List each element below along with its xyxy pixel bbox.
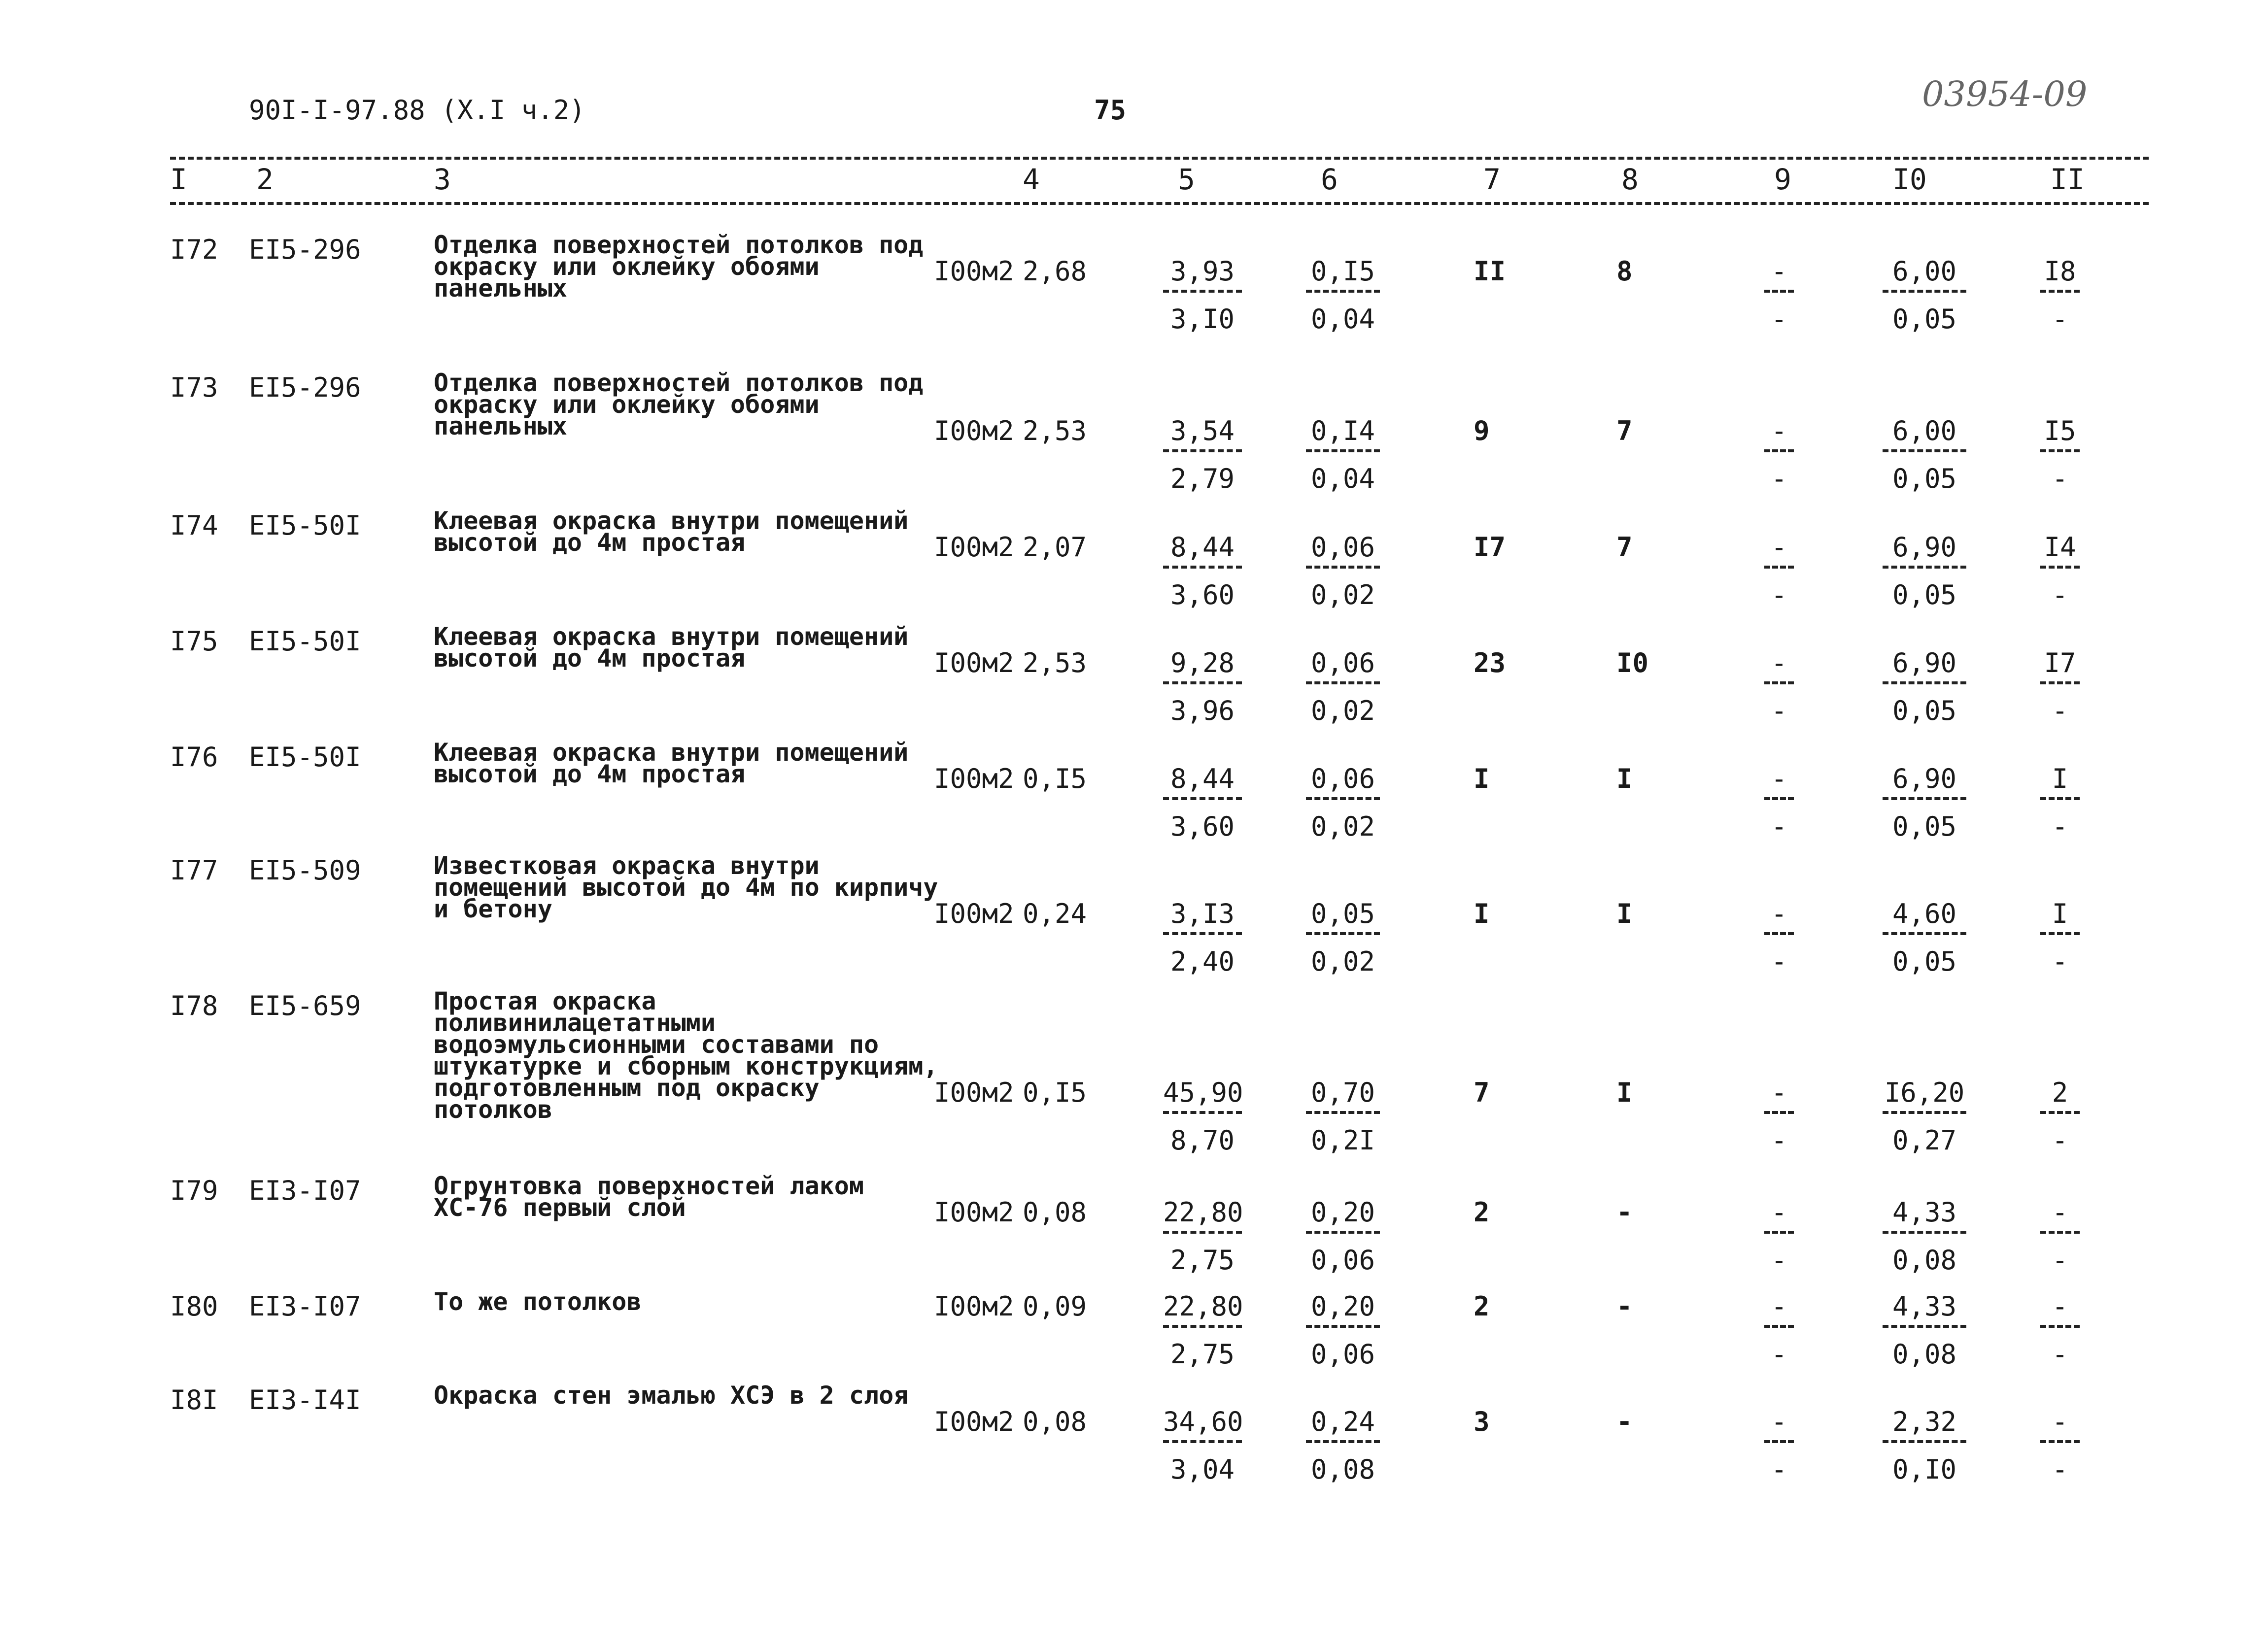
col9-value: [1764, 415, 1794, 494]
col5-value: [1163, 1406, 1242, 1485]
col11-value: [2040, 1406, 2080, 1485]
col11-value-denominator: -: [2052, 811, 2068, 842]
col7-value: 23: [1474, 647, 1506, 678]
col7-value: I: [1474, 898, 1490, 929]
col6-value-numerator: 0,06: [1306, 647, 1380, 684]
col11-value: [2040, 415, 2080, 494]
col11-value-numerator: I: [2040, 898, 2080, 935]
quantity: 2,68: [1023, 256, 1087, 287]
col8-value: -: [1616, 1197, 1633, 1228]
col5-value-denominator: 3,96: [1170, 695, 1235, 726]
rate-code: EI3-I4I: [249, 1384, 361, 1416]
column-header-11: II: [2050, 163, 2085, 196]
col5-value: [1163, 1197, 1242, 1276]
row-number: I75: [170, 626, 218, 657]
col9-value-numerator: -: [1764, 1197, 1794, 1234]
work-description: То же потолков: [434, 1287, 642, 1316]
rate-code: EI3-I07: [249, 1291, 361, 1322]
col10-value-numerator: 6,90: [1883, 763, 1966, 800]
col6-value-denominator: 0,02: [1310, 695, 1375, 726]
work-description: Клеевая окраска внутри помещений высотой до 4м простая: [434, 506, 909, 557]
col10-value-numerator: 4,60: [1883, 898, 1966, 935]
col10-value-numerator: I6,20: [1883, 1077, 1966, 1114]
col11-value-numerator: I5: [2040, 415, 2080, 452]
row-number: I76: [170, 742, 218, 773]
unit: I00м2: [934, 763, 1014, 794]
col5-value-numerator: 3,54: [1163, 415, 1242, 452]
unit: I00м2: [934, 647, 1014, 678]
col8-value: -: [1616, 1291, 1633, 1322]
col9-value-numerator: -: [1764, 898, 1794, 935]
quantity: 2,53: [1023, 415, 1087, 446]
col6-value: [1306, 1291, 1380, 1370]
rate-code: EI5-50I: [249, 510, 361, 541]
col5-value: [1163, 532, 1242, 610]
col8-value: 8: [1616, 256, 1633, 287]
column-header-5: 5: [1178, 163, 1195, 196]
col10-value-numerator: 4,33: [1883, 1291, 1966, 1328]
column-header-4: 4: [1023, 163, 1040, 196]
quantity: 0,08: [1023, 1406, 1087, 1437]
col11-value: [2040, 1077, 2080, 1156]
work-description: Простая окраска поливинилацетатными водоэмульсионными составами по штукатурке и сборным конструкциям, подготовленным под окраску потолков: [434, 987, 938, 1124]
col9-value-denominator: -: [1771, 579, 1787, 610]
col10-value-numerator: 4,33: [1883, 1197, 1966, 1234]
col5-value: [1163, 1077, 1242, 1156]
unit: I00м2: [934, 1077, 1014, 1108]
col6-value-numerator: 0,24: [1306, 1406, 1380, 1443]
col9-value: [1764, 256, 1794, 335]
col10-value-numerator: 6,00: [1883, 256, 1966, 293]
col6-value: [1306, 647, 1380, 726]
col11-value-numerator: I7: [2040, 647, 2080, 684]
col8-value: -: [1616, 1406, 1633, 1437]
col5-value-denominator: 8,70: [1170, 1125, 1235, 1156]
unit: I00м2: [934, 1197, 1014, 1228]
quantity: 0,I5: [1023, 1077, 1087, 1108]
col9-value-denominator: -: [1771, 1125, 1787, 1156]
col9-value-denominator: -: [1771, 463, 1787, 494]
col11-value-denominator: -: [2052, 1454, 2068, 1485]
col9-value-denominator: -: [1771, 946, 1787, 977]
column-header-8: 8: [1621, 163, 1639, 196]
col10-value-denominator: 0,I0: [1892, 1454, 1957, 1485]
col11-value: [2040, 898, 2080, 977]
col10-value: [1883, 415, 1966, 494]
col9-value: [1764, 1291, 1794, 1370]
unit: I00м2: [934, 256, 1014, 287]
col5-value: [1163, 415, 1242, 494]
col5-value: [1163, 763, 1242, 842]
rate-code: EI5-50I: [249, 626, 361, 657]
col10-value-denominator: 0,05: [1892, 463, 1957, 494]
row-number: I77: [170, 855, 218, 886]
col5-value: [1163, 1291, 1242, 1370]
col10-value: [1883, 1406, 1966, 1485]
quantity: 0,24: [1023, 898, 1087, 929]
row-number: I74: [170, 510, 218, 541]
col11-value: [2040, 256, 2080, 335]
col9-value-denominator: -: [1771, 811, 1787, 842]
col5-value-denominator: 3,60: [1170, 811, 1235, 842]
work-description: Известковая окраска внутри помещений высотой до 4м по кирпичу и бетону: [434, 851, 938, 923]
col8-value: 7: [1616, 532, 1633, 563]
col10-value-denominator: 0,08: [1892, 1339, 1957, 1370]
col10-value-numerator: 6,00: [1883, 415, 1966, 452]
col5-value: [1163, 647, 1242, 726]
work-description: Клеевая окраска внутри помещений высотой до 4м простая: [434, 622, 909, 673]
col9-value-denominator: -: [1771, 1454, 1787, 1485]
col6-value-denominator: 0,06: [1310, 1339, 1375, 1370]
row-number: I79: [170, 1175, 218, 1206]
col7-value: I: [1474, 763, 1490, 794]
rate-code: EI5-50I: [249, 742, 361, 773]
col10-value: [1883, 763, 1966, 842]
work-description: Клеевая окраска внутри помещений высотой до 4м простая: [434, 738, 909, 788]
col11-value: [2040, 532, 2080, 610]
col8-value: I0: [1616, 647, 1649, 678]
col6-value-denominator: 0,06: [1310, 1245, 1375, 1276]
col7-value: 2: [1474, 1291, 1490, 1322]
col10-value: [1883, 898, 1966, 977]
col5-value-numerator: 8,44: [1163, 532, 1242, 569]
row-number: I73: [170, 372, 218, 403]
col11-value: [2040, 763, 2080, 842]
col5-value-denominator: 3,I0: [1170, 303, 1235, 335]
col5-value-denominator: 3,04: [1170, 1454, 1235, 1485]
col10-value-denominator: 0,27: [1892, 1125, 1957, 1156]
col8-value: I: [1616, 763, 1633, 794]
column-header-10: I0: [1892, 163, 1927, 196]
col5-value-numerator: 22,80: [1163, 1291, 1242, 1328]
col6-value-denominator: 0,02: [1310, 946, 1375, 977]
col9-value: [1764, 763, 1794, 842]
col6-value: [1306, 763, 1380, 842]
row-number: I8I: [170, 1384, 218, 1416]
col10-value-denominator: 0,05: [1892, 695, 1957, 726]
col11-value-denominator: -: [2052, 1245, 2068, 1276]
col9-value-numerator: -: [1764, 647, 1794, 684]
col6-value-denominator: 0,08: [1310, 1454, 1375, 1485]
col9-value-numerator: -: [1764, 256, 1794, 293]
col6-value: [1306, 532, 1380, 610]
col8-value: 7: [1616, 415, 1633, 446]
col9-value: [1764, 1406, 1794, 1485]
col10-value-denominator: 0,08: [1892, 1245, 1957, 1276]
col7-value: II: [1474, 256, 1506, 287]
col7-value: 3: [1474, 1406, 1490, 1437]
col11-value-numerator: -: [2040, 1197, 2080, 1234]
col8-value: I: [1616, 1077, 1633, 1108]
col8-value: I: [1616, 898, 1633, 929]
col10-value-denominator: 0,05: [1892, 579, 1957, 610]
rate-code: EI3-I07: [249, 1175, 361, 1206]
col11-value-numerator: I4: [2040, 532, 2080, 569]
unit: I00м2: [934, 415, 1014, 446]
row-number: I78: [170, 990, 218, 1021]
rate-code: EI5-509: [249, 855, 361, 886]
col6-value-numerator: 0,05: [1306, 898, 1380, 935]
col5-value-numerator: 3,93: [1163, 256, 1242, 293]
col11-value-denominator: -: [2052, 579, 2068, 610]
col10-value-numerator: 6,90: [1883, 532, 1966, 569]
col7-value: 9: [1474, 415, 1490, 446]
col6-value-denominator: 0,2I: [1310, 1125, 1375, 1156]
col7-value: 7: [1474, 1077, 1490, 1108]
col10-value-denominator: 0,05: [1892, 811, 1957, 842]
col11-value-denominator: -: [2052, 303, 2068, 335]
col6-value: [1306, 1197, 1380, 1276]
col6-value-numerator: 0,I5: [1306, 256, 1380, 293]
column-header-9: 9: [1774, 163, 1791, 196]
document-code: 90I-I-97.88 (X.I ч.2): [249, 95, 585, 126]
col9-value: [1764, 898, 1794, 977]
header-rule-top: [170, 157, 2149, 160]
quantity: 0,I5: [1023, 763, 1087, 794]
unit: I00м2: [934, 532, 1014, 563]
col10-value-denominator: 0,05: [1892, 946, 1957, 977]
col6-value-numerator: 0,06: [1306, 532, 1380, 569]
col11-value-denominator: -: [2052, 1125, 2068, 1156]
column-header-1: I: [170, 163, 187, 196]
col9-value-denominator: -: [1771, 303, 1787, 335]
col6-value-denominator: 0,04: [1310, 303, 1375, 335]
col11-value-denominator: -: [2052, 1339, 2068, 1370]
col6-value-denominator: 0,04: [1310, 463, 1375, 494]
col6-value-numerator: 0,70: [1306, 1077, 1380, 1114]
col10-value: [1883, 532, 1966, 610]
col11-value-numerator: 2: [2040, 1077, 2080, 1114]
work-description: Окраска стен эмалью ХСЭ в 2 слоя: [434, 1381, 909, 1410]
col11-value-numerator: I: [2040, 763, 2080, 800]
col6-value-denominator: 0,02: [1310, 579, 1375, 610]
col11-value-denominator: -: [2052, 463, 2068, 494]
col10-value: [1883, 1291, 1966, 1370]
col5-value: [1163, 898, 1242, 977]
quantity: 0,08: [1023, 1197, 1087, 1228]
col11-value-numerator: -: [2040, 1291, 2080, 1328]
col5-value-denominator: 2,75: [1170, 1245, 1235, 1276]
col9-value-numerator: -: [1764, 415, 1794, 452]
col9-value-denominator: -: [1771, 1245, 1787, 1276]
col6-value-numerator: 0,I4: [1306, 415, 1380, 452]
column-header-7: 7: [1483, 163, 1501, 196]
col6-value-denominator: 0,02: [1310, 811, 1375, 842]
row-number: I80: [170, 1291, 218, 1322]
col11-value: [2040, 1197, 2080, 1276]
col10-value-numerator: 6,90: [1883, 647, 1966, 684]
col5-value-numerator: 8,44: [1163, 763, 1242, 800]
col5-value-numerator: 22,80: [1163, 1197, 1242, 1234]
col6-value: [1306, 1406, 1380, 1485]
col6-value-numerator: 0,06: [1306, 763, 1380, 800]
col5-value-denominator: 2,40: [1170, 946, 1235, 977]
col5-value-numerator: 9,28: [1163, 647, 1242, 684]
col5-value-numerator: 34,60: [1163, 1406, 1242, 1443]
work-description: Отделка поверхностей потолков под окраску или оклейку обоями панельных: [434, 231, 924, 303]
quantity: 2,53: [1023, 647, 1087, 678]
col10-value-numerator: 2,32: [1883, 1406, 1966, 1443]
col9-value: [1764, 1197, 1794, 1276]
unit: I00м2: [934, 898, 1014, 929]
col9-value-numerator: -: [1764, 763, 1794, 800]
work-description: Огрунтовка поверхностей лаком ХС-76 первый слой: [434, 1172, 864, 1222]
col5-value-numerator: 3,I3: [1163, 898, 1242, 935]
col9-value: [1764, 532, 1794, 610]
col10-value: [1883, 1197, 1966, 1276]
col10-value: [1883, 647, 1966, 726]
col7-value: 2: [1474, 1197, 1490, 1228]
work-description: Отделка поверхностей потолков под окраску или оклейку обоями панельных: [434, 369, 924, 440]
col9-value-denominator: -: [1771, 695, 1787, 726]
col11-value-denominator: -: [2052, 695, 2068, 726]
col11-value-numerator: -: [2040, 1406, 2080, 1443]
rate-code: EI5-659: [249, 990, 361, 1021]
col9-value: [1764, 1077, 1794, 1156]
col9-value-numerator: -: [1764, 1291, 1794, 1328]
col6-value-numerator: 0,20: [1306, 1197, 1380, 1234]
rate-code: EI5-296: [249, 372, 361, 403]
header-rule-bottom: [170, 202, 2149, 205]
col11-value: [2040, 647, 2080, 726]
col9-value-numerator: -: [1764, 1077, 1794, 1114]
page-number: 75: [1094, 95, 1127, 126]
column-header-6: 6: [1321, 163, 1338, 196]
rate-code: EI5-296: [249, 234, 361, 265]
col9-value: [1764, 647, 1794, 726]
col5-value-denominator: 3,60: [1170, 579, 1235, 610]
quantity: 2,07: [1023, 532, 1087, 563]
col7-value: I7: [1474, 532, 1506, 563]
col5-value-denominator: 2,79: [1170, 463, 1235, 494]
col10-value: [1883, 256, 1966, 335]
row-number: I72: [170, 234, 218, 265]
archive-stamp: 03954-09: [1922, 74, 2088, 114]
col5-value-numerator: 45,90: [1163, 1077, 1242, 1114]
column-header-2: 2: [256, 163, 274, 196]
col9-value-numerator: -: [1764, 532, 1794, 569]
column-header-3: 3: [434, 163, 451, 196]
quantity: 0,09: [1023, 1291, 1087, 1322]
col11-value: [2040, 1291, 2080, 1370]
col11-value-denominator: -: [2052, 946, 2068, 977]
col10-value-denominator: 0,05: [1892, 303, 1957, 335]
col5-value: [1163, 256, 1242, 335]
unit: I00м2: [934, 1406, 1014, 1437]
col11-value-numerator: I8: [2040, 256, 2080, 293]
unit: I00м2: [934, 1291, 1014, 1322]
col6-value: [1306, 898, 1380, 977]
col9-value-denominator: -: [1771, 1339, 1787, 1370]
col6-value-numerator: 0,20: [1306, 1291, 1380, 1328]
col9-value-numerator: -: [1764, 1406, 1794, 1443]
col6-value: [1306, 1077, 1380, 1156]
col6-value: [1306, 415, 1380, 494]
col10-value: [1883, 1077, 1966, 1156]
col5-value-denominator: 2,75: [1170, 1339, 1235, 1370]
col6-value: [1306, 256, 1380, 335]
